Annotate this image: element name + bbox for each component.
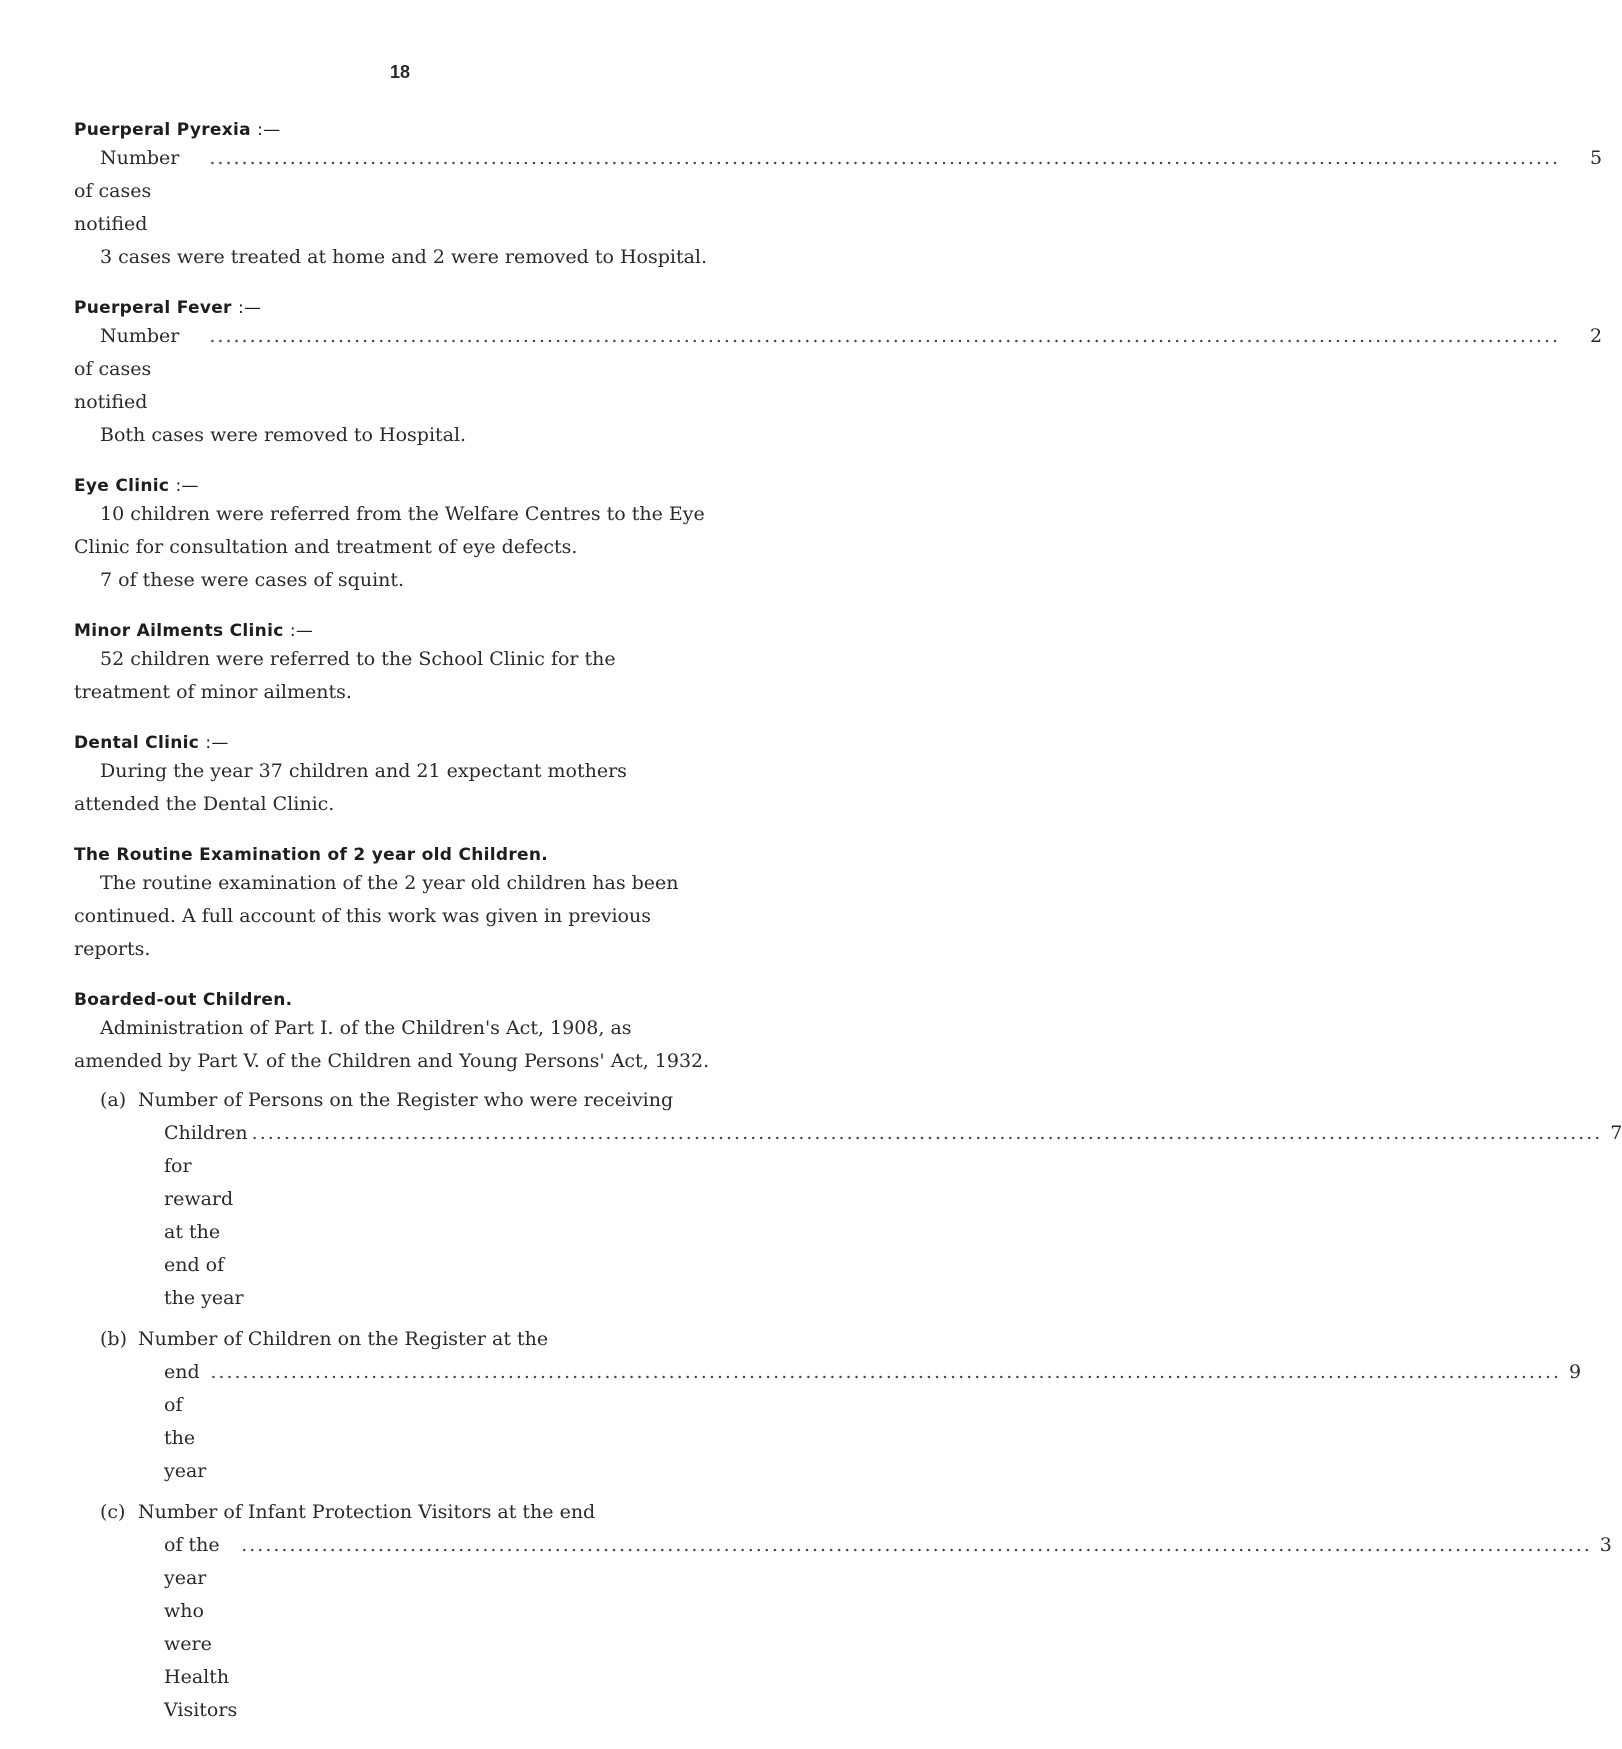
section-text: 3 cases were treated at home and 2 were removed to Hospital. xyxy=(100,246,708,268)
section-text: Administration of Part I. of the Children's Act, 1908, as amended by Part V. of the Children and Young Persons' Act, 1932. xyxy=(74,1017,710,1072)
section-puerperal-fever xyxy=(74,296,1603,452)
item-line-2 xyxy=(138,1117,1622,1315)
section-text: 52 children were referred to the School Clinic for the treatment of minor ailments. xyxy=(74,648,616,703)
item-marker: (b) xyxy=(100,1328,127,1350)
heading-suffix: :— xyxy=(289,621,314,641)
item-value: 9 xyxy=(1568,1361,1582,1383)
dot-leader xyxy=(252,1117,1603,1150)
section-heading: Eye Clinic xyxy=(74,476,170,496)
section-text-2: 7 of these were cases of squint. xyxy=(100,569,405,591)
section-minor-ailments-clinic xyxy=(74,619,714,709)
document-body xyxy=(74,118,1622,1749)
list-item xyxy=(100,1084,1622,1315)
boarded-out-list xyxy=(74,1084,1622,1727)
item-line-1: Number of Infant Protection Visitors at the end xyxy=(138,1501,596,1523)
row-label: Number of cases notified xyxy=(74,147,180,235)
item-label: end of the year xyxy=(164,1361,207,1482)
section-routine-examination xyxy=(74,843,714,966)
section-text: During the year 37 children and 21 expectant mothers attended the Dental Clinic. xyxy=(74,760,627,815)
list-item xyxy=(100,1496,1612,1727)
item-label: Children for reward at the end of the year xyxy=(164,1122,248,1309)
section-eye-clinic xyxy=(74,474,714,597)
dot-leader xyxy=(210,1356,1561,1389)
section-heading: The Routine Examination of 2 year old Children. xyxy=(74,845,549,865)
section-text: Both cases were removed to Hospital. xyxy=(100,424,467,446)
section-heading: Puerperal Pyrexia xyxy=(74,120,251,140)
item-label: of the year who were Health Visitors xyxy=(164,1534,238,1721)
row-value: 5 xyxy=(1590,147,1603,169)
heading-suffix: :— xyxy=(175,476,199,496)
item-marker: (a) xyxy=(100,1089,127,1111)
section-heading: Boarded-out Children. xyxy=(74,990,293,1010)
item-line-2 xyxy=(138,1529,1612,1727)
heading-suffix: :— xyxy=(205,733,229,753)
notified-row xyxy=(74,142,1603,241)
notified-row xyxy=(74,320,1603,419)
section-heading: Dental Clinic xyxy=(74,733,200,753)
section-puerperal-pyrexia xyxy=(74,118,1603,274)
section-heading: Puerperal Fever xyxy=(74,298,232,318)
item-line-1: Number of Children on the Register at the xyxy=(138,1328,549,1350)
item-line-1: Number of Persons on the Register who were receiving xyxy=(138,1089,674,1111)
dot-leader xyxy=(183,142,1560,175)
heading-suffix: :— xyxy=(237,298,262,318)
row-label: Number of cases notified xyxy=(74,325,180,413)
list-item xyxy=(100,1323,1582,1488)
section-boarded-out-children xyxy=(74,988,1622,1727)
section-text: 10 children were referred from the Welfare Centres to the Eye Clinic for consultation and treatment of eye defects. xyxy=(74,503,705,558)
dot-leader xyxy=(241,1529,1592,1562)
page-number: 18 xyxy=(389,62,411,82)
section-text: The routine examination of the 2 year old children has been continued. A full account of this work was given in previous reports. xyxy=(74,872,679,960)
section-heading: Minor Ailments Clinic xyxy=(74,621,284,641)
dot-leader xyxy=(183,320,1560,353)
row-value: 2 xyxy=(1590,325,1603,347)
item-value: 7 xyxy=(1610,1122,1622,1144)
heading-suffix: :— xyxy=(257,120,281,140)
item-line-2 xyxy=(138,1356,1581,1488)
item-marker: (c) xyxy=(100,1501,126,1523)
section-dental-clinic xyxy=(74,731,714,821)
item-value: 3 xyxy=(1599,1534,1612,1556)
